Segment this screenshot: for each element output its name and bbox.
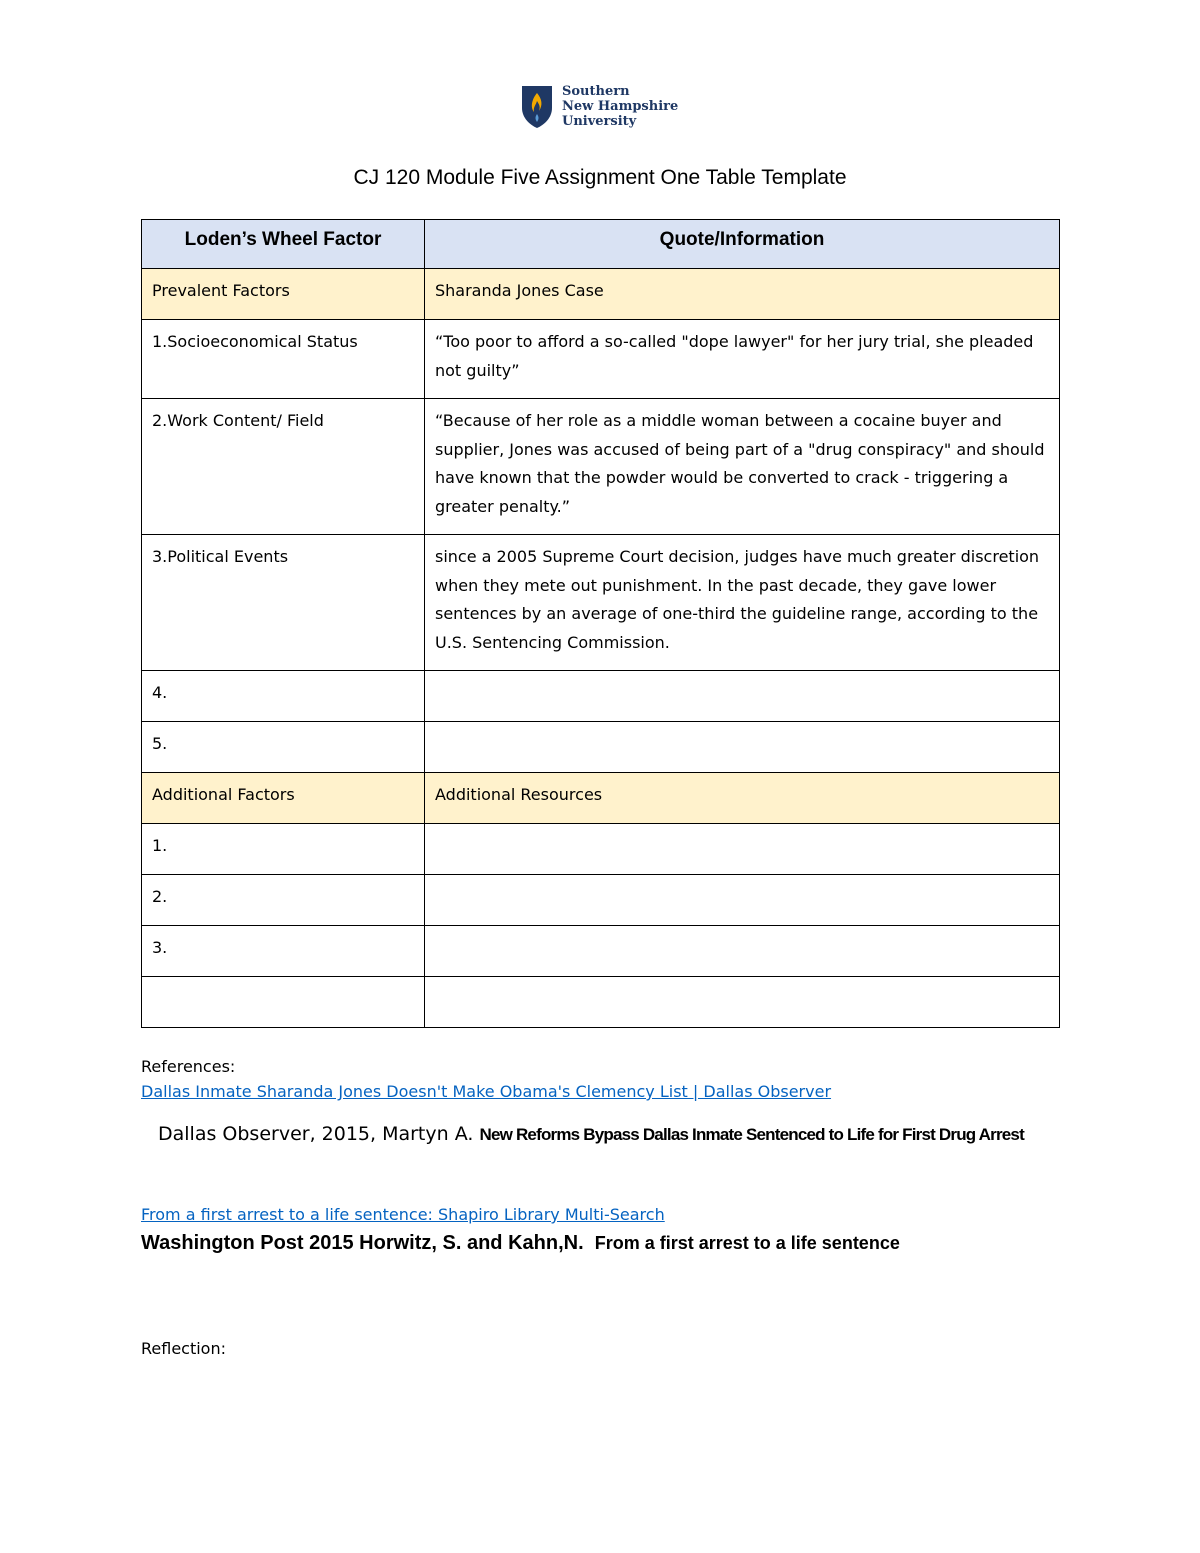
- table-row: [142, 399, 1060, 535]
- section-row-prevalent: [142, 269, 1060, 320]
- loden-wheel-table: [141, 219, 1060, 1028]
- citation-dallas-observer: [158, 1123, 1024, 1145]
- table-row: [142, 977, 1060, 1028]
- section-value: Sharanda Jones Case: [425, 269, 1060, 320]
- table-header-row: [142, 220, 1060, 269]
- page-title: CJ 120 Module Five Assignment One Table Template: [353, 166, 847, 189]
- citation-title: New Reforms Bypass Dallas Inmate Sentenced to Life for First Drug Arrest: [479, 1125, 1024, 1144]
- factor-cell: 3.Political Events: [142, 535, 425, 671]
- logo-line-2: New Hampshire: [562, 99, 679, 114]
- factor-cell: 5.: [142, 722, 425, 773]
- table-row: [142, 722, 1060, 773]
- shapiro-library-link[interactable]: From a first arrest to a life sentence: Shapiro Library Multi-Search: [141, 1205, 665, 1224]
- logo-line-3: University: [562, 114, 637, 129]
- reflection-heading: Reflection:: [141, 1339, 226, 1358]
- factor-cell: 1.: [142, 824, 425, 875]
- quote-cell: [425, 926, 1060, 977]
- citation-main: Dallas Observer, 2015, Martyn A.: [158, 1123, 474, 1145]
- factor-cell: 4.: [142, 671, 425, 722]
- factor-cell: 2.Work Content/ Field: [142, 399, 425, 535]
- header-quote: Quote/Information: [425, 220, 1060, 269]
- table-row: [142, 535, 1060, 671]
- factor-cell: 3.: [142, 926, 425, 977]
- section-value: Additional Resources: [425, 773, 1060, 824]
- quote-cell: [425, 722, 1060, 773]
- citation-title: From a first arrest to a life sentence: [594, 1233, 900, 1253]
- section-label: Additional Factors: [142, 773, 425, 824]
- quote-cell: since a 2005 Supreme Court decision, judges have much greater discretion when they mete out punishment. In the past decade, they gave lower sentences by an average of one-third the guideline range, according to the U.S. Sentencing Commission.: [425, 535, 1060, 671]
- header-factor: Loden’s Wheel Factor: [142, 220, 425, 269]
- section-row-additional: [142, 773, 1060, 824]
- factor-cell: [142, 977, 425, 1028]
- section-label: Prevalent Factors: [142, 269, 425, 320]
- snhu-logo: [520, 84, 678, 130]
- quote-cell: [425, 671, 1060, 722]
- quote-cell: [425, 824, 1060, 875]
- quote-cell: “Because of her role as a middle woman between a cocaine buyer and supplier, Jones was accused of being part of a "drug conspiracy" and should have known that the powder would be converted to crack - triggering a greater penalty.”: [425, 399, 1060, 535]
- quote-cell: [425, 875, 1060, 926]
- citation-washington-post: [141, 1232, 900, 1255]
- table-row: [142, 671, 1060, 722]
- factor-cell: 1.Socioeconomical Status: [142, 320, 425, 399]
- logo-line-1: Southern: [562, 84, 630, 99]
- table-row: [142, 320, 1060, 399]
- table-row: [142, 926, 1060, 977]
- citation-main: Washington Post 2015 Horwitz, S. and Kahn,N.: [141, 1232, 584, 1254]
- table-row: [142, 875, 1060, 926]
- table-row: [142, 824, 1060, 875]
- factor-cell: 2.: [142, 875, 425, 926]
- shield-flame-icon: [520, 84, 554, 130]
- quote-cell: “Too poor to afford a so-called "dope lawyer" for her jury trial, she pleaded not guilty”: [425, 320, 1060, 399]
- references-heading: References:: [141, 1057, 236, 1076]
- quote-cell: [425, 977, 1060, 1028]
- dallas-observer-link[interactable]: Dallas Inmate Sharanda Jones Doesn't Make Obama's Clemency List | Dallas Observer: [141, 1082, 832, 1101]
